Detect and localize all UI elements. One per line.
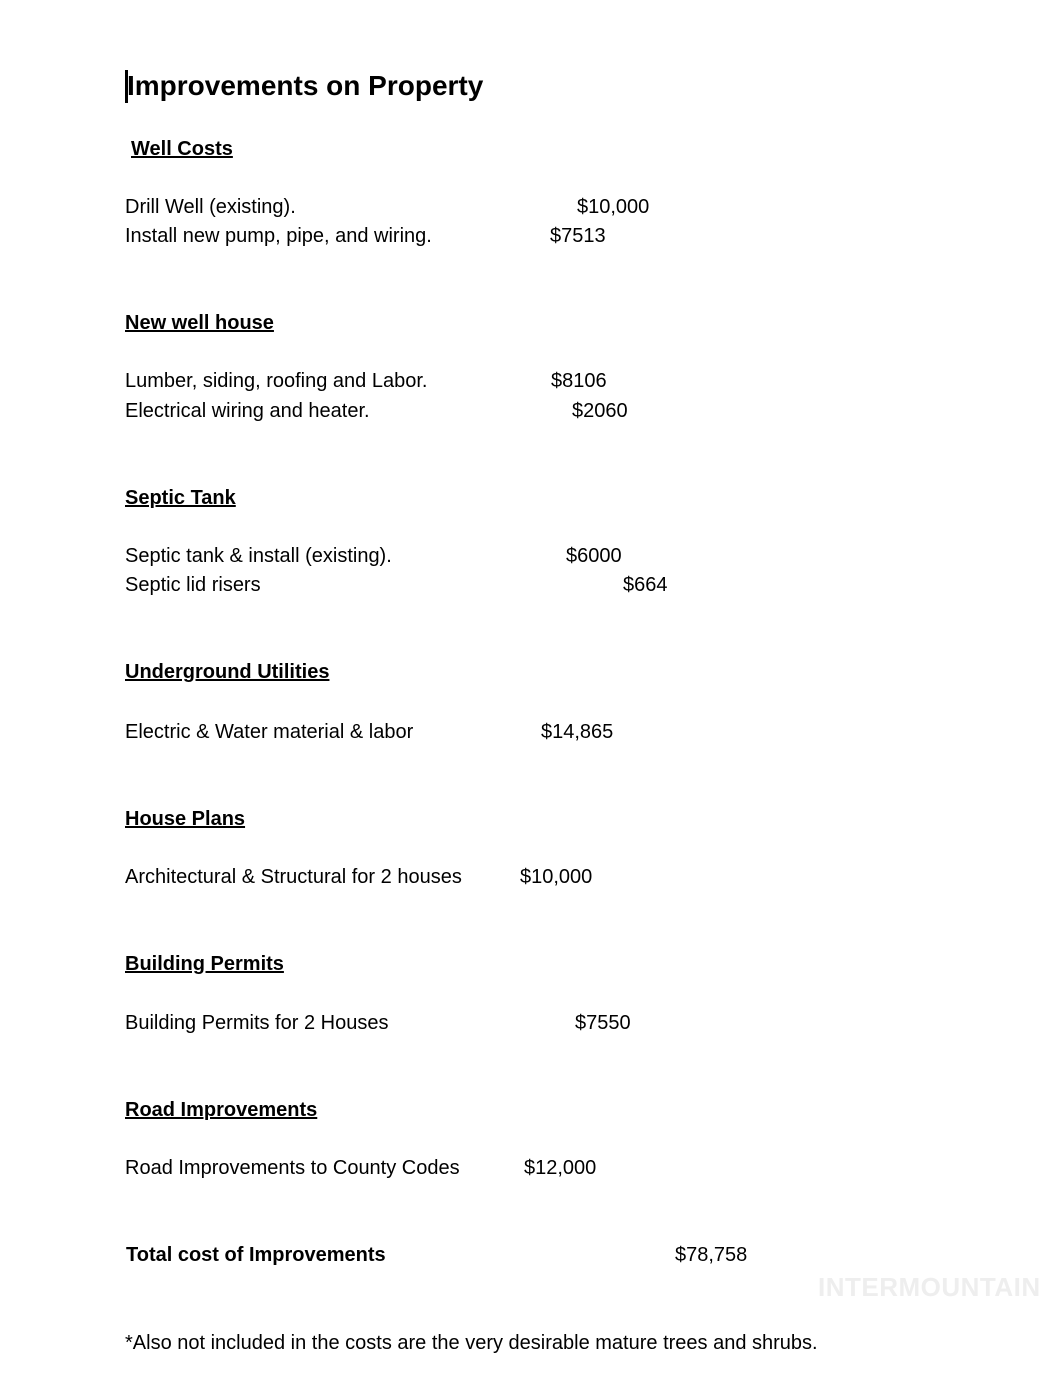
line-item-amount: $664 [623,574,668,596]
section-heading-new-well-house: New well house [125,312,274,334]
total-amount: $78,758 [675,1244,748,1266]
line-item-amount: $14,865 [541,721,614,743]
page-title: Improvements on Property [127,70,484,101]
section-heading-house-plans: House Plans [125,808,246,830]
line-item-amount: $6000 [566,545,622,567]
section-heading-underground-utilities: Underground Utilities [125,661,330,683]
line-item-amount: $7550 [575,1012,631,1034]
line-item-label: Lumber, siding, roofing and Labor. [125,370,428,392]
section-heading-septic-tank: Septic Tank [125,487,236,509]
line-item-label: Building Permits for 2 Houses [125,1012,389,1034]
line-item-label: Electric & Water material & labor [125,721,414,743]
line-item-label: Electrical wiring and heater. [125,400,370,422]
footnote: *Also not included in the costs are the very desirable mature trees and shrubs. [125,1332,818,1354]
line-item-amount: $12,000 [524,1157,597,1179]
watermark: INTERMOUNTAIN [818,1272,1041,1302]
line-item-label: Install new pump, pipe, and wiring. [125,225,432,247]
total-label: Total cost of Improvements [126,1244,386,1266]
line-item-amount: $10,000 [577,196,650,218]
line-item-label: Architectural & Structural for 2 houses [125,866,462,888]
line-item-label: Drill Well (existing). [125,196,296,218]
line-item-label: Septic tank & install (existing). [125,545,392,567]
line-item-label: Septic lid risers [125,574,261,596]
line-item-amount: $10,000 [520,866,593,888]
line-item-label: Road Improvements to County Codes [125,1157,460,1179]
line-item-amount: $2060 [572,400,628,422]
line-item-amount: $8106 [551,370,607,392]
section-heading-well-costs: Well Costs [131,138,233,160]
section-heading-road-improvements: Road Improvements [125,1099,318,1121]
section-heading-building-permits: Building Permits [125,953,284,975]
line-item-amount: $7513 [550,225,606,247]
